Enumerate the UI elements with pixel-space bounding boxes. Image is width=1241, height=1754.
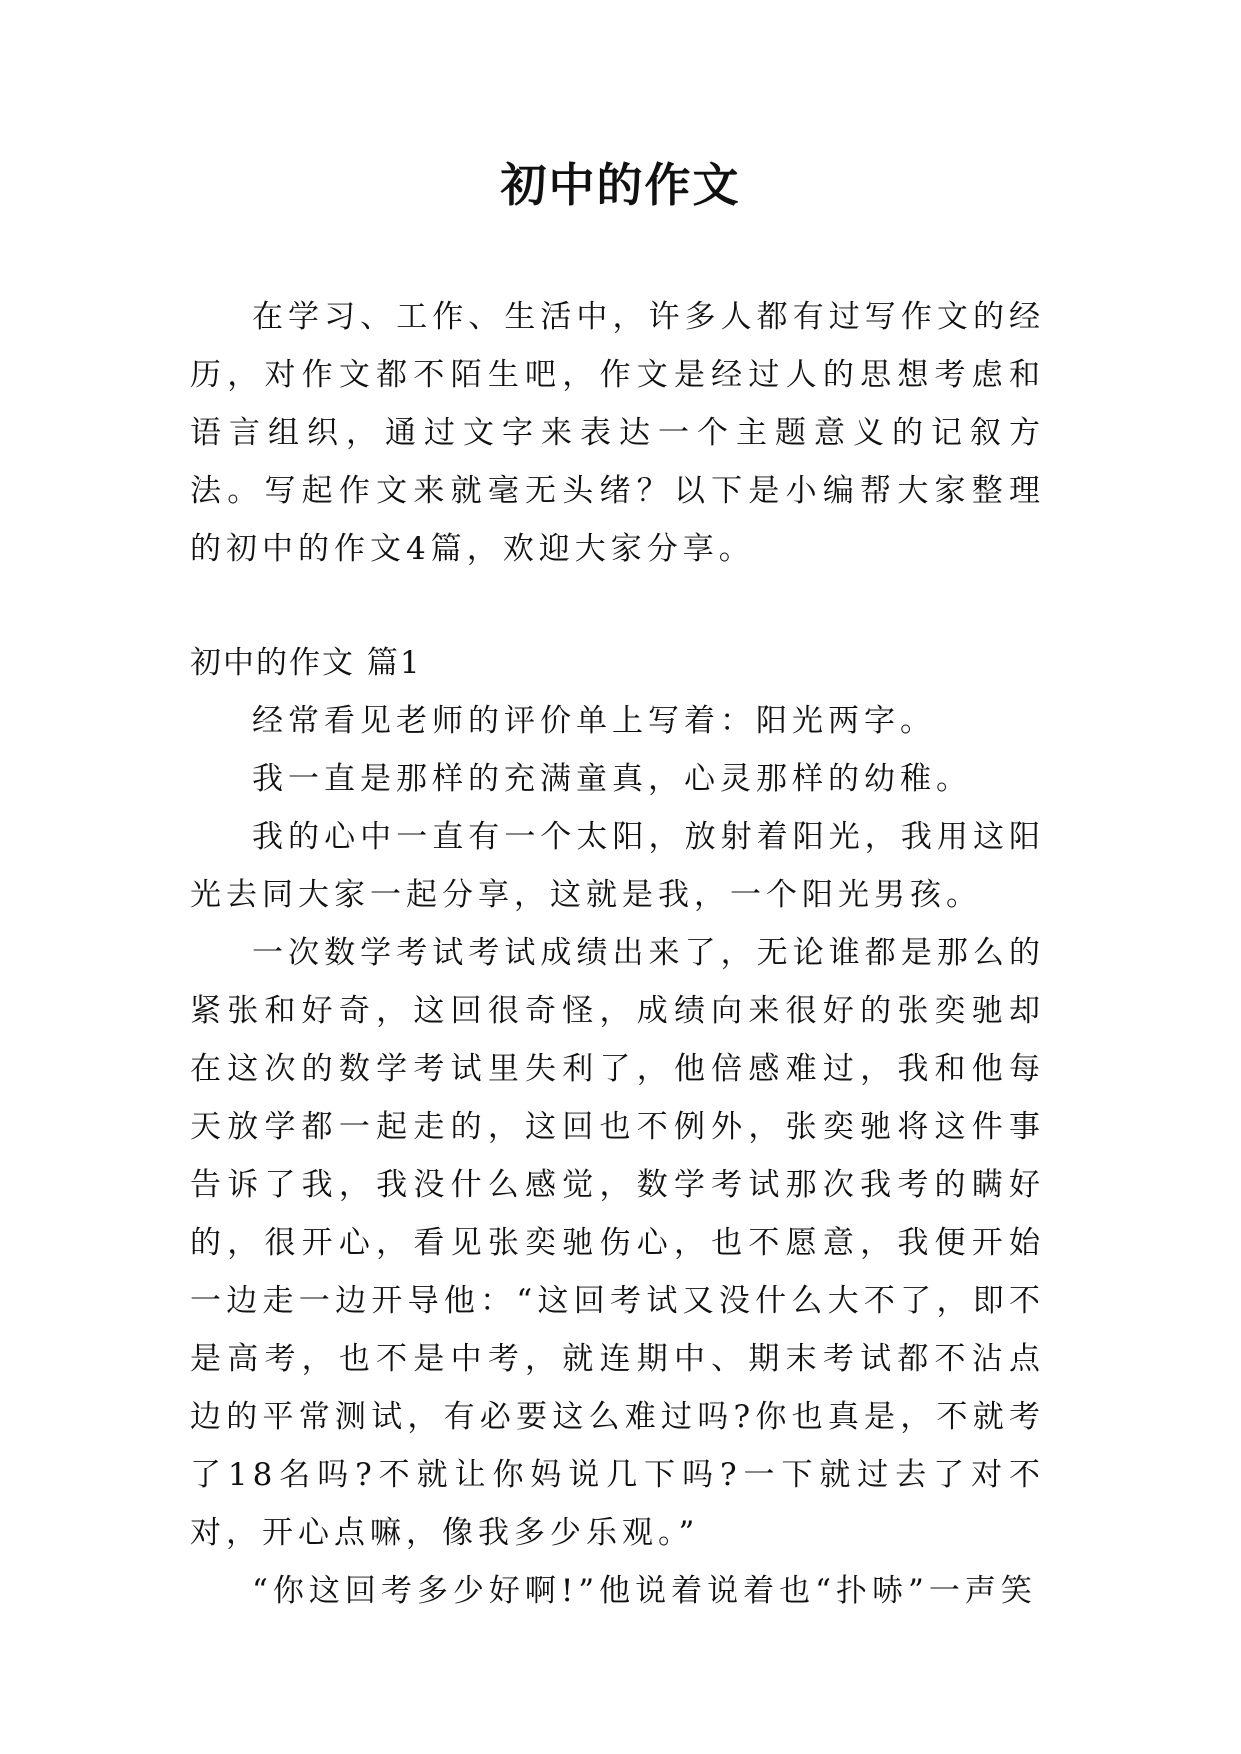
essay-paragraph: “你这回考多少好啊!”他说着说着也“扑哧”一声笑 [252,1573,1037,1609]
section-heading: 初中的作文 篇1 [190,645,422,681]
document-title: 初中的作文 [500,158,741,212]
essay-paragraph: 一次数学考试考试成绩出来了，无论谁都是那么的紧张和好奇，这回很奇怪，成绩向来很好的张奕驰却在这次的数学考试里失利了，他倍感难过，我和他每天放学都一起走的，这回也不例外，张奕驰将这件事告诉了我，我没什么感觉，数学考试那次我考的瞒好的，很开心，看见张奕驰伤心，也不愿意，我便开始一边走一边开导他：“这回考试又没什么大不了，即不是高考，也不是中考，就连期中、期末考试都不沾点边的平常测试，有必要这么难过吗?你也真是，不就考了18名吗?不就让你妈说几下吗?一下就过去了对不对，开心点嘛，像我多少乐观。” [190,935,1045,1551]
essay-body [190,692,1045,1620]
intro-paragraph: 在学习、工作、生活中，许多人都有过写作文的经历，对作文都不陌生吧，作文是经过人的思想考虑和语言组织，通过文字来表达一个主题意义的记叙方法。写起作文来就毫无头绪？以下是小编帮大家整理的初中的作文4篇，欢迎大家分享。 [190,299,1045,567]
essay-paragraph: 经常看见老师的评价单上写着：阳光两字。 [252,703,936,739]
essay-paragraph: 我的心中一直有一个太阳，放射着阳光，我用这阳光去同大家一起分享，这就是我，一个阳光男孩。 [190,819,1045,913]
intro-section [190,288,1045,578]
essay-paragraph: 我一直是那样的充满童真，心灵那样的幼稚。 [252,761,972,797]
